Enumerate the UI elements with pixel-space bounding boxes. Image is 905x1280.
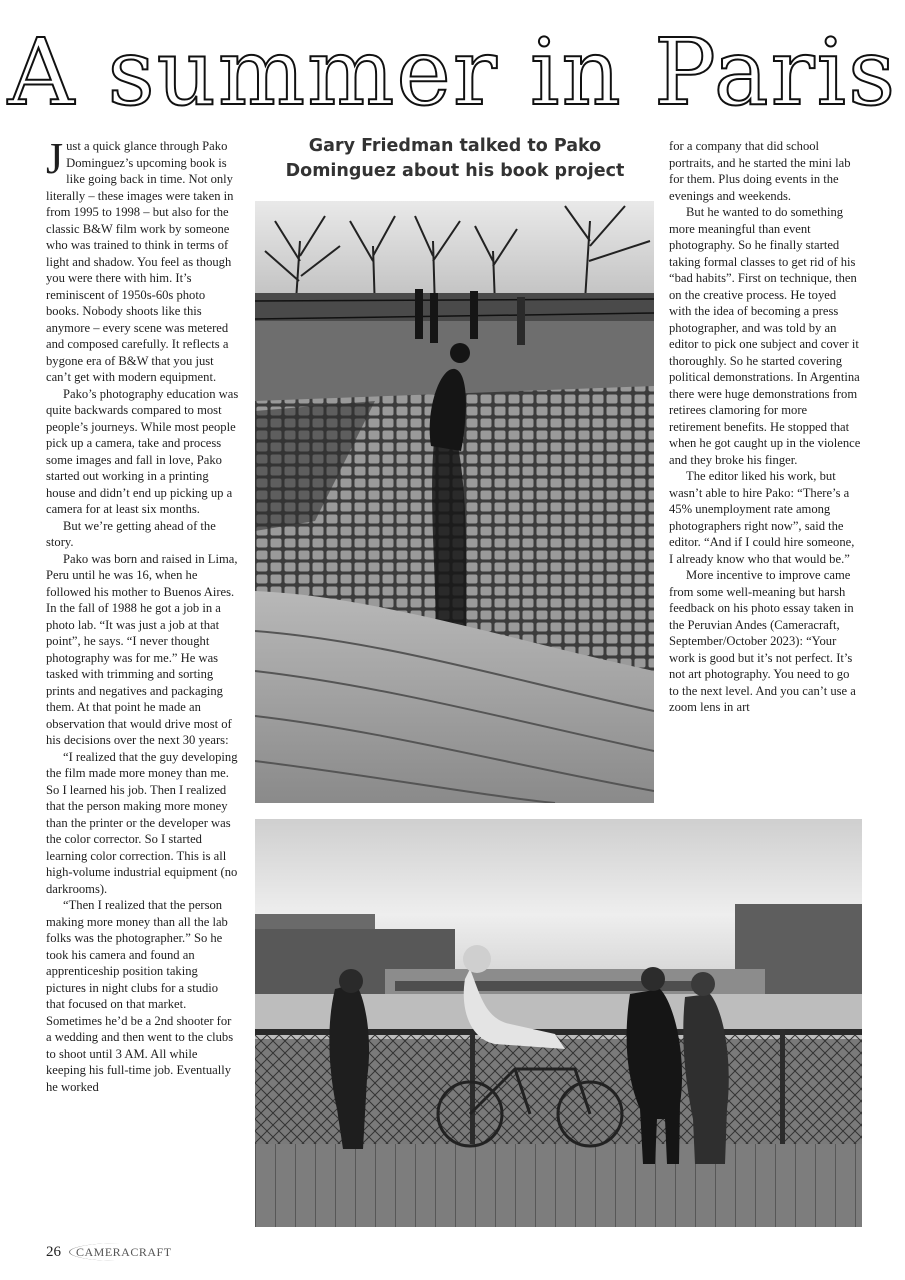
right-text-column (669, 138, 861, 813)
paragraph: The editor liked his work, but wasn’t able to hire Pako: “There’s a 45% unemployment rate among photographers right now”, said the editor. “And if I could hire someone, I already know who that would be.” (669, 469, 855, 566)
magazine-logo: CAMERACRAFT (69, 1243, 172, 1261)
photo-paris-bridge-seine (255, 819, 862, 1227)
paragraph: Pako was born and raised in Lima, Peru until he was 16, when he followed his mother to Buenos Aires. In the fall of 1988 he got a job in a photo lab. “It was just a job at that point”, he says. “I never thought photography was for me.” He was tasked with trimming and sorting prints and negatives and packaging them. At that point he made an observation that would drive most of his decisions over the next 30 years: (46, 551, 238, 747)
article-subtitle: Gary Friedman talked to Pako Dominguez about his book project (285, 136, 625, 181)
page-number: 26 (46, 1243, 61, 1260)
drop-cap: J (46, 138, 64, 183)
paragraph: More incentive to improve came from some well-meaning but harsh feedback on his photo essay taken in the Peruvian Andes (Cameracraft, September/October 2023): “Your work is good but it’s not perfect. It’s not art photography. You need to go to the next level. And you can’t use a zoom lens in art (669, 568, 856, 714)
left-text-column (46, 138, 239, 1230)
article-title: A summer in Paris (7, 19, 898, 126)
paragraph: But we’re getting ahead of the story. (46, 518, 216, 549)
paragraph (46, 138, 239, 386)
paragraph: Pako’s photography education was quite backwards compared to most people’s journeys. While most people pick up a camera, take and process some images and fall in love, Pako started out working in a printing house and didn’t end up picking up a camera for at least six months. (46, 386, 239, 516)
page-footer (46, 1241, 172, 1263)
paragraph-text: ust a quick glance through Pako Dominguez’s upcoming book is like going back in time. Not only literally – these images were taken in from 1995 to 1998 – but also for the classic B&W film work by someone who was trained to think in terms of light and shadow. You feel as though you were there with him. It’s reminiscent of 1950s-60s photo books. Nobody shoots like this anymore – every scene was metered and composed carefully. It reflects a bygone era of B&W that you just can’t get with modern equipment. (46, 139, 234, 384)
paragraph: But he wanted to do something more meaningful than event photography. So he finally started taking formal classes to get rid of his “bad habits”. First on technique, then on the creative process. He toyed with the idea of becoming a press photographer, and was told by an editor to pick one subject and cover it thoroughly. So he started covering political demonstrations. In Argentina there were huge demonstrations from retirees clamoring for more retirement benefits. He stopped that when he got caught up in the violence and they broke his finger. (669, 205, 861, 467)
paragraph: for a company that did school portraits, and he started the mini lab for them. Plus doing events in the evenings and weekends. (669, 139, 851, 203)
paragraph: “Then I realized that the person making more money than all the lab folks was the photographer.” So he took his camera and found an apprenticeship position taking pictures in night clubs for a studio that focused on that market. Sometimes he’d be a 2nd shooter for a wedding and then went to the clubs to shoot until 3 AM. All while keeping his full-time job. Eventually he worked (46, 898, 234, 1094)
paragraph: “I realized that the guy developing the film made more money than me. So I learned his job. Then I realized that the person making more money than the printer or the developer was the color corrector. So I started learning color correction. This is all high-volume industrial equipment (no darkrooms). (46, 749, 238, 896)
photo-paris-cobblestone-plaza (255, 201, 654, 803)
